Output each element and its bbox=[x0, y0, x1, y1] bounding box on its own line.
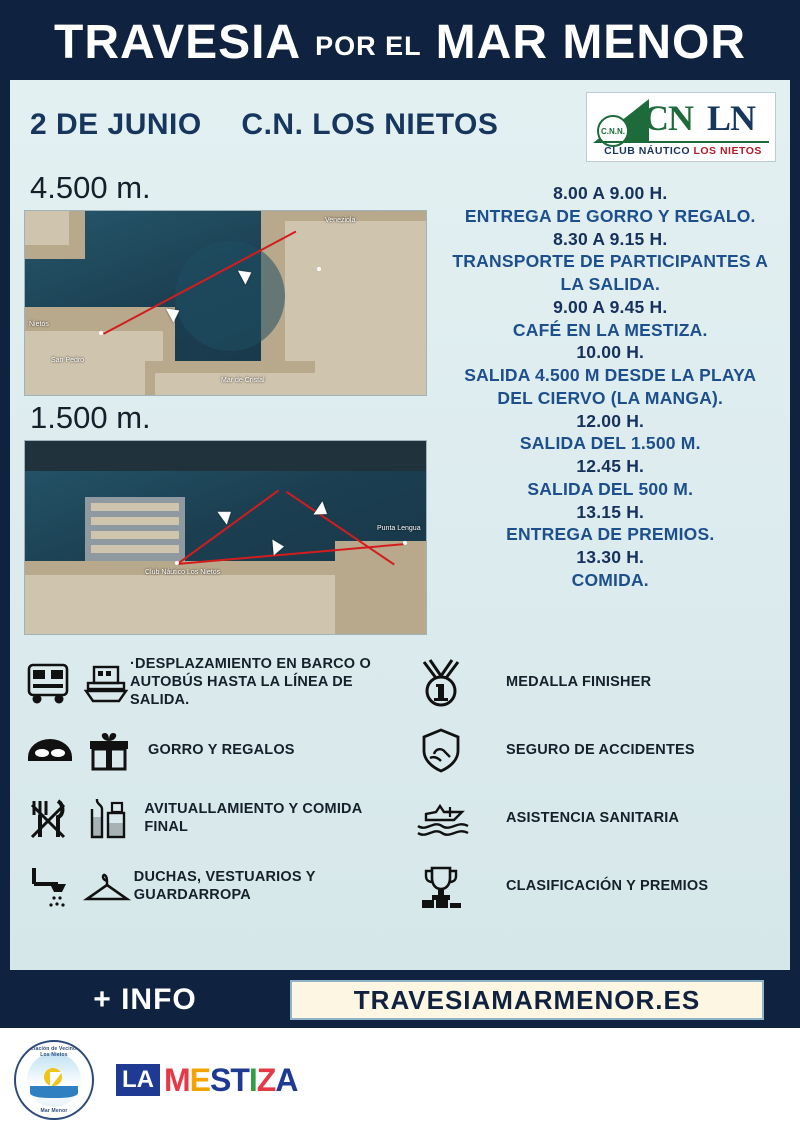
service-row bbox=[414, 649, 774, 717]
map1-label-0: Nietos bbox=[29, 321, 49, 328]
bus-icon bbox=[24, 661, 72, 705]
maps-column bbox=[24, 166, 429, 635]
info-bar bbox=[0, 972, 800, 1028]
rescue-boat-icon bbox=[414, 798, 472, 840]
services-section bbox=[24, 649, 776, 921]
poster-header bbox=[0, 0, 800, 82]
header-title-connector: POR EL bbox=[315, 30, 422, 61]
schedule-time-3: 10.00 H. bbox=[576, 342, 645, 363]
logo-subtitle-2: LOS NIETOS bbox=[693, 145, 762, 157]
drinks-icon bbox=[82, 797, 132, 841]
schedule-text-4: SALIDA DEL 1.500 M. bbox=[519, 433, 701, 454]
map1-label-3: Veneziola bbox=[325, 217, 356, 224]
schedule-time-5: 12.45 H. bbox=[576, 456, 645, 476]
la-mestiza-logo bbox=[116, 1062, 297, 1099]
swim-cap-icon bbox=[24, 731, 76, 771]
service-row bbox=[414, 717, 774, 785]
service-row bbox=[24, 785, 402, 853]
schedule-text-1: TRANSPORTE DE PARTICIPANTES A LA SALIDA. bbox=[452, 251, 769, 294]
shield-insurance-icon bbox=[414, 726, 468, 776]
schedule-text-7: COMIDA. bbox=[571, 569, 649, 590]
logo-subtitle-1: CLUB NÁUTICO bbox=[604, 145, 691, 157]
gift-icon bbox=[86, 729, 132, 773]
assoc-logo-top-text: Asociación de Vecinos de Los Nietos bbox=[20, 1046, 88, 1058]
schedule-time-1: 8.30 A 9.15 H. bbox=[553, 228, 668, 249]
website-url[interactable]: TRAVESIAMARMENOR.ES bbox=[353, 984, 701, 1015]
service-icons bbox=[24, 729, 148, 773]
schedule-time-2: 9.00 A 9.45 H. bbox=[553, 296, 668, 317]
event-date: 2 DE JUNIO bbox=[30, 108, 202, 141]
medal-icon bbox=[414, 658, 468, 708]
service-row bbox=[24, 853, 402, 921]
map1-label-2: Mar de Cristal bbox=[221, 377, 265, 384]
service-label: MEDALLA FINISHER bbox=[506, 674, 652, 691]
logo-badge: C.N.N. bbox=[597, 115, 629, 147]
logo-divider bbox=[595, 141, 769, 143]
map-route-1500 bbox=[24, 440, 427, 635]
distance-label-1500: 1.500 m. bbox=[30, 400, 151, 435]
schedule-time-7: 13.30 H. bbox=[576, 547, 645, 567]
header-title-main: TRAVESIA bbox=[54, 16, 302, 69]
la-mestiza-word: MESTIZA bbox=[164, 1061, 298, 1098]
main-columns bbox=[24, 166, 776, 635]
service-icons bbox=[24, 661, 130, 705]
schedule-text-2: CAFÉ EN LA MESTIZA. bbox=[512, 319, 708, 340]
service-icons bbox=[414, 798, 506, 840]
cnln-logo bbox=[586, 92, 776, 162]
logo-ln-text: LN bbox=[707, 98, 756, 138]
schedule-text-3: SALIDA 4.500 M DESDE LA PLAYA DEL CIERVO (LA MANGA). bbox=[464, 365, 757, 408]
shower-icon bbox=[24, 864, 72, 910]
service-icons bbox=[414, 658, 506, 708]
schedule-text-5: SALIDA DEL 500 M. bbox=[527, 478, 694, 499]
hanger-icon bbox=[82, 867, 132, 907]
more-info-label: + INFO bbox=[93, 983, 197, 1016]
schedule-column bbox=[445, 166, 777, 635]
schedule-time-4: 12.00 H. bbox=[576, 410, 645, 431]
content-panel bbox=[10, 80, 790, 970]
subheader bbox=[24, 92, 776, 166]
services-right bbox=[414, 649, 774, 921]
logo-cn-text: CN bbox=[643, 98, 693, 138]
map2-label-0: Club Náutico Los Nietos bbox=[145, 569, 221, 576]
schedule-text-0: ENTREGA DE GORRO Y REGALO. bbox=[464, 205, 756, 226]
neighbours-association-logo bbox=[14, 1040, 94, 1120]
assoc-logo-bottom-text: Mar Menor bbox=[40, 1108, 68, 1114]
event-club: C.N. LOS NIETOS bbox=[241, 108, 499, 141]
service-label: DUCHAS, VESTUARIOS Y GUARDARROPA bbox=[133, 869, 316, 903]
service-row bbox=[414, 785, 774, 853]
trophy-icon bbox=[414, 862, 468, 912]
map-route-4500 bbox=[24, 210, 427, 396]
service-label: ASISTENCIA SANITARIA bbox=[506, 810, 680, 827]
schedule-time-6: 13.15 H. bbox=[576, 501, 645, 522]
map2-label-1: Punta Lengua bbox=[377, 525, 421, 532]
service-icons bbox=[414, 726, 506, 776]
schedule-list bbox=[445, 182, 777, 592]
schedule-time-0: 8.00 A 9.00 H. bbox=[553, 183, 668, 203]
service-label: ·DESPLAZAMIENTO EN BARCO O AUTOBÚS HASTA LA LÍNEA DE SALIDA. bbox=[130, 656, 371, 708]
service-label: AVITUALLAMIENTO Y COMIDA FINAL bbox=[144, 801, 362, 835]
service-row bbox=[24, 717, 402, 785]
website-box[interactable] bbox=[290, 980, 764, 1020]
service-row bbox=[414, 853, 774, 921]
services-left bbox=[24, 649, 402, 921]
service-label: CLASIFICACIÓN Y PREMIOS bbox=[506, 878, 709, 895]
ship-icon bbox=[82, 661, 130, 705]
distance-label-4500: 4.500 m. bbox=[30, 170, 151, 205]
service-label: SEGURO DE ACCIDENTES bbox=[506, 742, 695, 759]
logo-subtitle bbox=[595, 145, 771, 157]
schedule-text-6: ENTREGA DE PREMIOS. bbox=[506, 524, 715, 545]
service-icons bbox=[24, 797, 144, 841]
la-mestiza-prefix: LA bbox=[116, 1064, 160, 1096]
service-row bbox=[24, 649, 402, 717]
map1-label-1: San Pedro bbox=[51, 357, 85, 364]
cutlery-icon bbox=[24, 797, 72, 841]
footer bbox=[0, 1028, 800, 1132]
service-icons bbox=[414, 862, 506, 912]
subheader-text bbox=[24, 92, 498, 142]
service-icons bbox=[24, 864, 134, 910]
service-label: GORRO Y REGALOS bbox=[148, 742, 295, 759]
header-title-place: MAR MENOR bbox=[435, 16, 746, 69]
